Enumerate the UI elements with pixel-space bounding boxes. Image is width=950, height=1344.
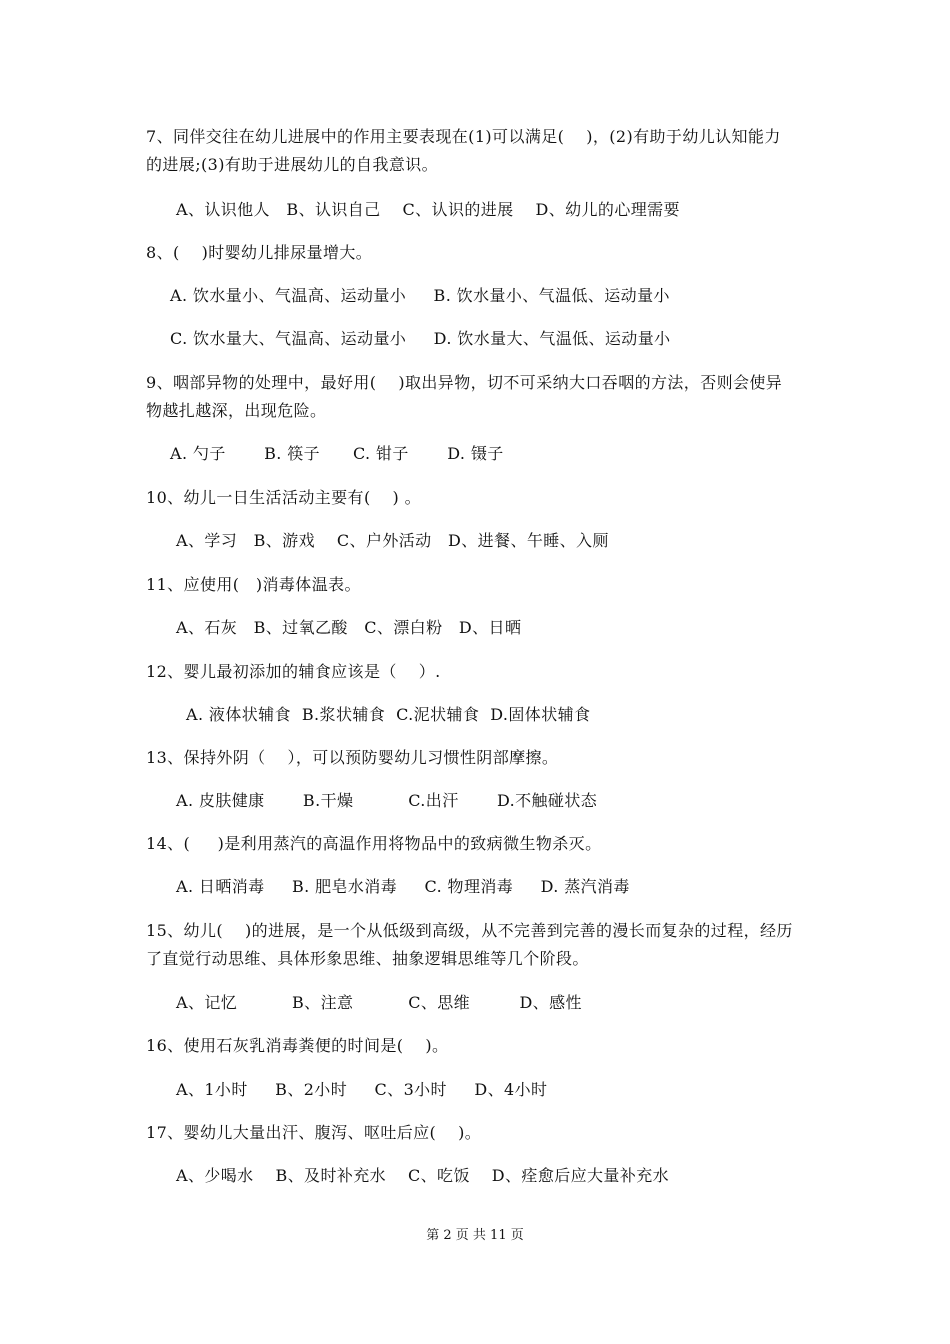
question-8-options-line-1: A. 饮水量小、气温高、运动量小 B. 饮水量小、气温低、运动量小 — [170, 286, 670, 305]
question-15-options: A、记忆 B、注意 C、思维 D、感性 — [176, 993, 582, 1012]
question-15-stem-line-1: 15、幼儿( )的进展，是一个从低级到高级，从不完善到完善的漫长而复杂的过程，经历 — [146, 921, 793, 940]
page-footer: 第 2 页 共 11 页 — [426, 1228, 524, 1243]
question-8-options-line-2: C. 饮水量大、气温高、运动量小 D. 饮水量大、气温低、运动量小 — [170, 329, 671, 348]
question-9-stem-line-1: 9、咽部异物的处理中，最好用( )取出异物，切不可采纳大口吞咽的方法，否则会使异 — [146, 373, 783, 392]
question-9-stem-line-2: 物越扎越深，出现危险。 — [146, 401, 327, 420]
question-14-options: A. 日晒消毒 B. 肥皂水消毒 C. 物理消毒 D. 蒸汽消毒 — [176, 877, 630, 896]
question-17-stem: 17、婴幼儿大量出汗、腹泻、呕吐后应( )。 — [146, 1123, 482, 1142]
question-7-options: A、认识他人 B、认识自己 C、认识的进展 D、幼儿的心理需要 — [176, 200, 680, 219]
question-12-options: A. 液体状辅食 B.浆状辅食 C.泥状辅食 D.固体状辅食 — [186, 705, 591, 724]
question-16-options: A、1小时 B、2小时 C、3小时 D、4小时 — [176, 1080, 548, 1099]
question-11-stem: 11、应使用( )消毒体温表。 — [146, 575, 361, 594]
question-13-options: A. 皮肤健康 B.干燥 C.出汗 D.不触碰状态 — [176, 791, 598, 810]
question-9-options: A. 勺子 B. 筷子 C. 钳子 D. 镊子 — [170, 444, 504, 463]
question-17-options: A、少喝水 B、及时补充水 C、吃饭 D、痊愈后应大量补充水 — [176, 1166, 670, 1185]
question-7-stem-line-1: 7、同伴交往在幼儿进展中的作用主要表现在(1)可以满足( )，(2)有助于幼儿认知能力 — [146, 127, 781, 146]
question-16-stem: 16、使用石灰乳消毒粪便的时间是( )。 — [146, 1036, 449, 1055]
question-10-stem: 10、幼儿一日生活活动主要有( ) 。 — [146, 488, 422, 507]
question-8-stem: 8、( )时婴幼儿排尿量增大。 — [146, 243, 373, 262]
question-12-stem: 12、婴儿最初添加的辅食应该是（ ）. — [146, 662, 441, 681]
question-14-stem: 14、( )是利用蒸汽的高温作用将物品中的致病微生物杀灭。 — [146, 834, 602, 853]
question-13-stem: 13、保持外阴（ ），可以预防婴幼儿习惯性阴部摩擦。 — [146, 748, 559, 767]
question-15-stem-line-2: 了直觉行动思维、具体形象思维、抽象逻辑思维等几个阶段。 — [146, 949, 589, 968]
question-7-stem-line-2: 的进展;(3)有助于进展幼儿的自我意识。 — [146, 155, 439, 174]
question-11-options: A、石灰 B、过氧乙酸 C、漂白粉 D、日晒 — [176, 618, 522, 637]
question-10-options: A、学习 B、游戏 C、户外活动 D、进餐、午睡、入厕 — [176, 531, 609, 550]
